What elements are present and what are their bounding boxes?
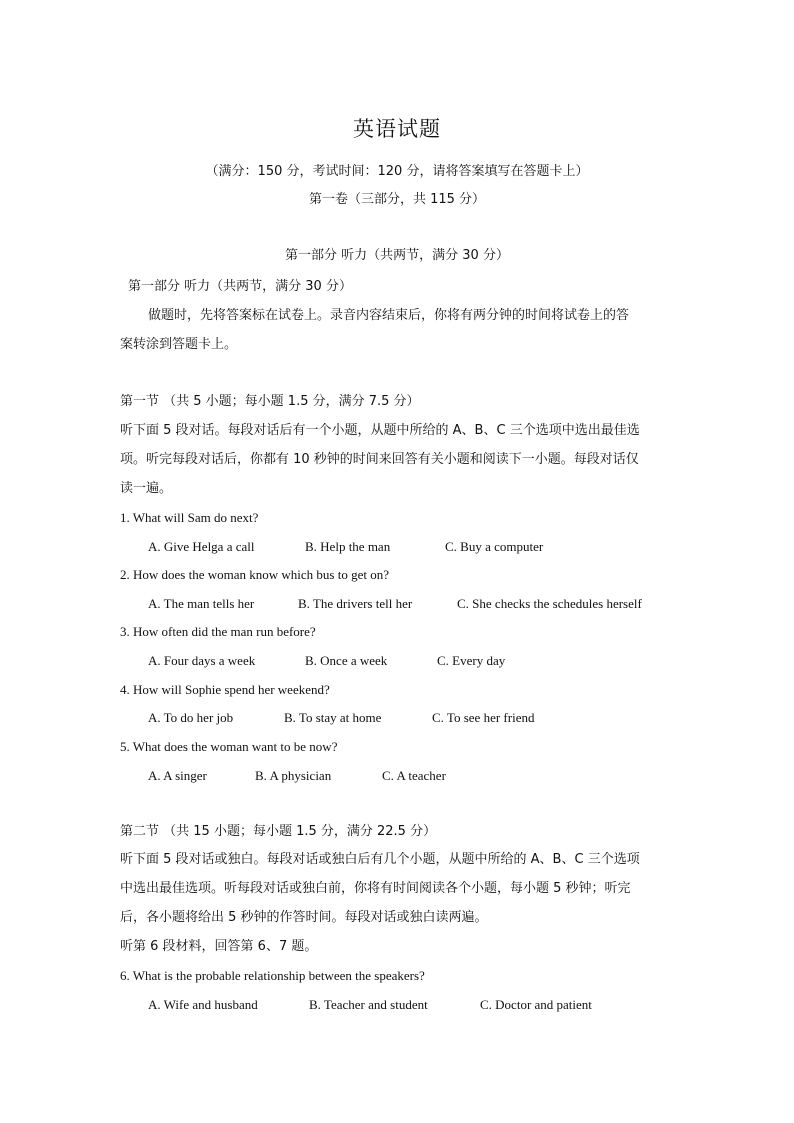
question-4-option-b: B. To stay at home <box>284 710 382 725</box>
question-5-option-c: C. A teacher <box>382 768 446 783</box>
question-1-option-b: B. Help the man <box>305 539 391 554</box>
instructions-line-2: 案转涂到答题卡上。 <box>120 337 238 352</box>
question-6: 6. What is the probable relationship between the speakers? <box>120 968 425 983</box>
part-heading-secondary: 第一部分 听力（共两节，满分 30 分） <box>128 279 352 294</box>
question-5-option-a: A. A singer <box>148 768 207 783</box>
question-2-option-b: B. The drivers tell her <box>298 596 413 611</box>
question-4-option-c: C. To see her friend <box>432 710 535 725</box>
volume-heading: 第一卷（三部分，共 115 分） <box>308 192 486 207</box>
question-1-option-a: A. Give Helga a call <box>148 539 255 554</box>
section1-instructions-1: 听下面 5 段对话。每段对话后有一个小题，从题中所给的 A、B、C 三个选项中选出最佳选 <box>120 423 640 438</box>
section1-instructions-3: 读一遍。 <box>120 481 173 496</box>
section2-heading: 第二节 （共 15 小题；每小题 1.5 分，满分 22.5 分） <box>120 824 437 839</box>
question-4: 4. How will Sophie spend her weekend? <box>120 682 330 697</box>
instructions-line-1: 做题时，先将答案标在试卷上。录音内容结束后，你将有两分钟的时间将试卷上的答 <box>148 308 630 323</box>
question-6-option-a: A. Wife and husband <box>148 997 258 1012</box>
section2-instructions-3: 后，各小题将给出 5 秒钟的作答时间。每段对话或独白读两遍。 <box>120 910 488 925</box>
question-2-option-c: C. She checks the schedules herself <box>457 596 642 611</box>
question-5: 5. What does the woman want to be now? <box>120 739 338 754</box>
section2-instructions-1: 听下面 5 段对话或独白。每段对话或独白后有几个小题，从题中所给的 A、B、C 三个选项 <box>120 852 640 867</box>
question-5-option-b: B. A physician <box>255 768 332 783</box>
section1-heading: 第一节 （共 5 小题；每小题 1.5 分，满分 7.5 分） <box>120 394 420 409</box>
section2-instructions-2: 中选出最佳选项。听每段对话或独白前，你将有时间阅读各个小题，每小题 5 秒钟；听完 <box>120 881 631 896</box>
question-1: 1. What will Sam do next? <box>120 510 259 525</box>
question-6-option-c: C. Doctor and patient <box>480 997 592 1012</box>
question-3-option-b: B. Once a week <box>305 653 388 668</box>
question-3-option-c: C. Every day <box>437 653 506 668</box>
exam-info: （满分：150 分，考试时间：120 分，请将答案填写在答题卡上） <box>205 164 589 179</box>
section1-instructions-2: 项。听完每段对话后，你都有 10 秒钟的时间来回答有关小题和阅读下一小题。每段对话仅 <box>120 452 639 467</box>
section2-material-note: 听第 6 段材料，回答第 6、7 题。 <box>120 939 318 954</box>
question-4-option-a: A. To do her job <box>148 710 234 725</box>
question-3: 3. How often did the man run before? <box>120 624 316 639</box>
page-title: 英语试题 <box>353 117 441 141</box>
question-2: 2. How does the woman know which bus to get on? <box>120 567 389 582</box>
question-6-option-b: B. Teacher and student <box>309 997 428 1012</box>
question-2-option-a: A. The man tells her <box>148 596 255 611</box>
part-heading: 第一部分 听力（共两节，满分 30 分） <box>285 248 509 263</box>
question-3-option-a: A. Four days a week <box>148 653 256 668</box>
question-1-option-c: C. Buy a computer <box>445 539 544 554</box>
